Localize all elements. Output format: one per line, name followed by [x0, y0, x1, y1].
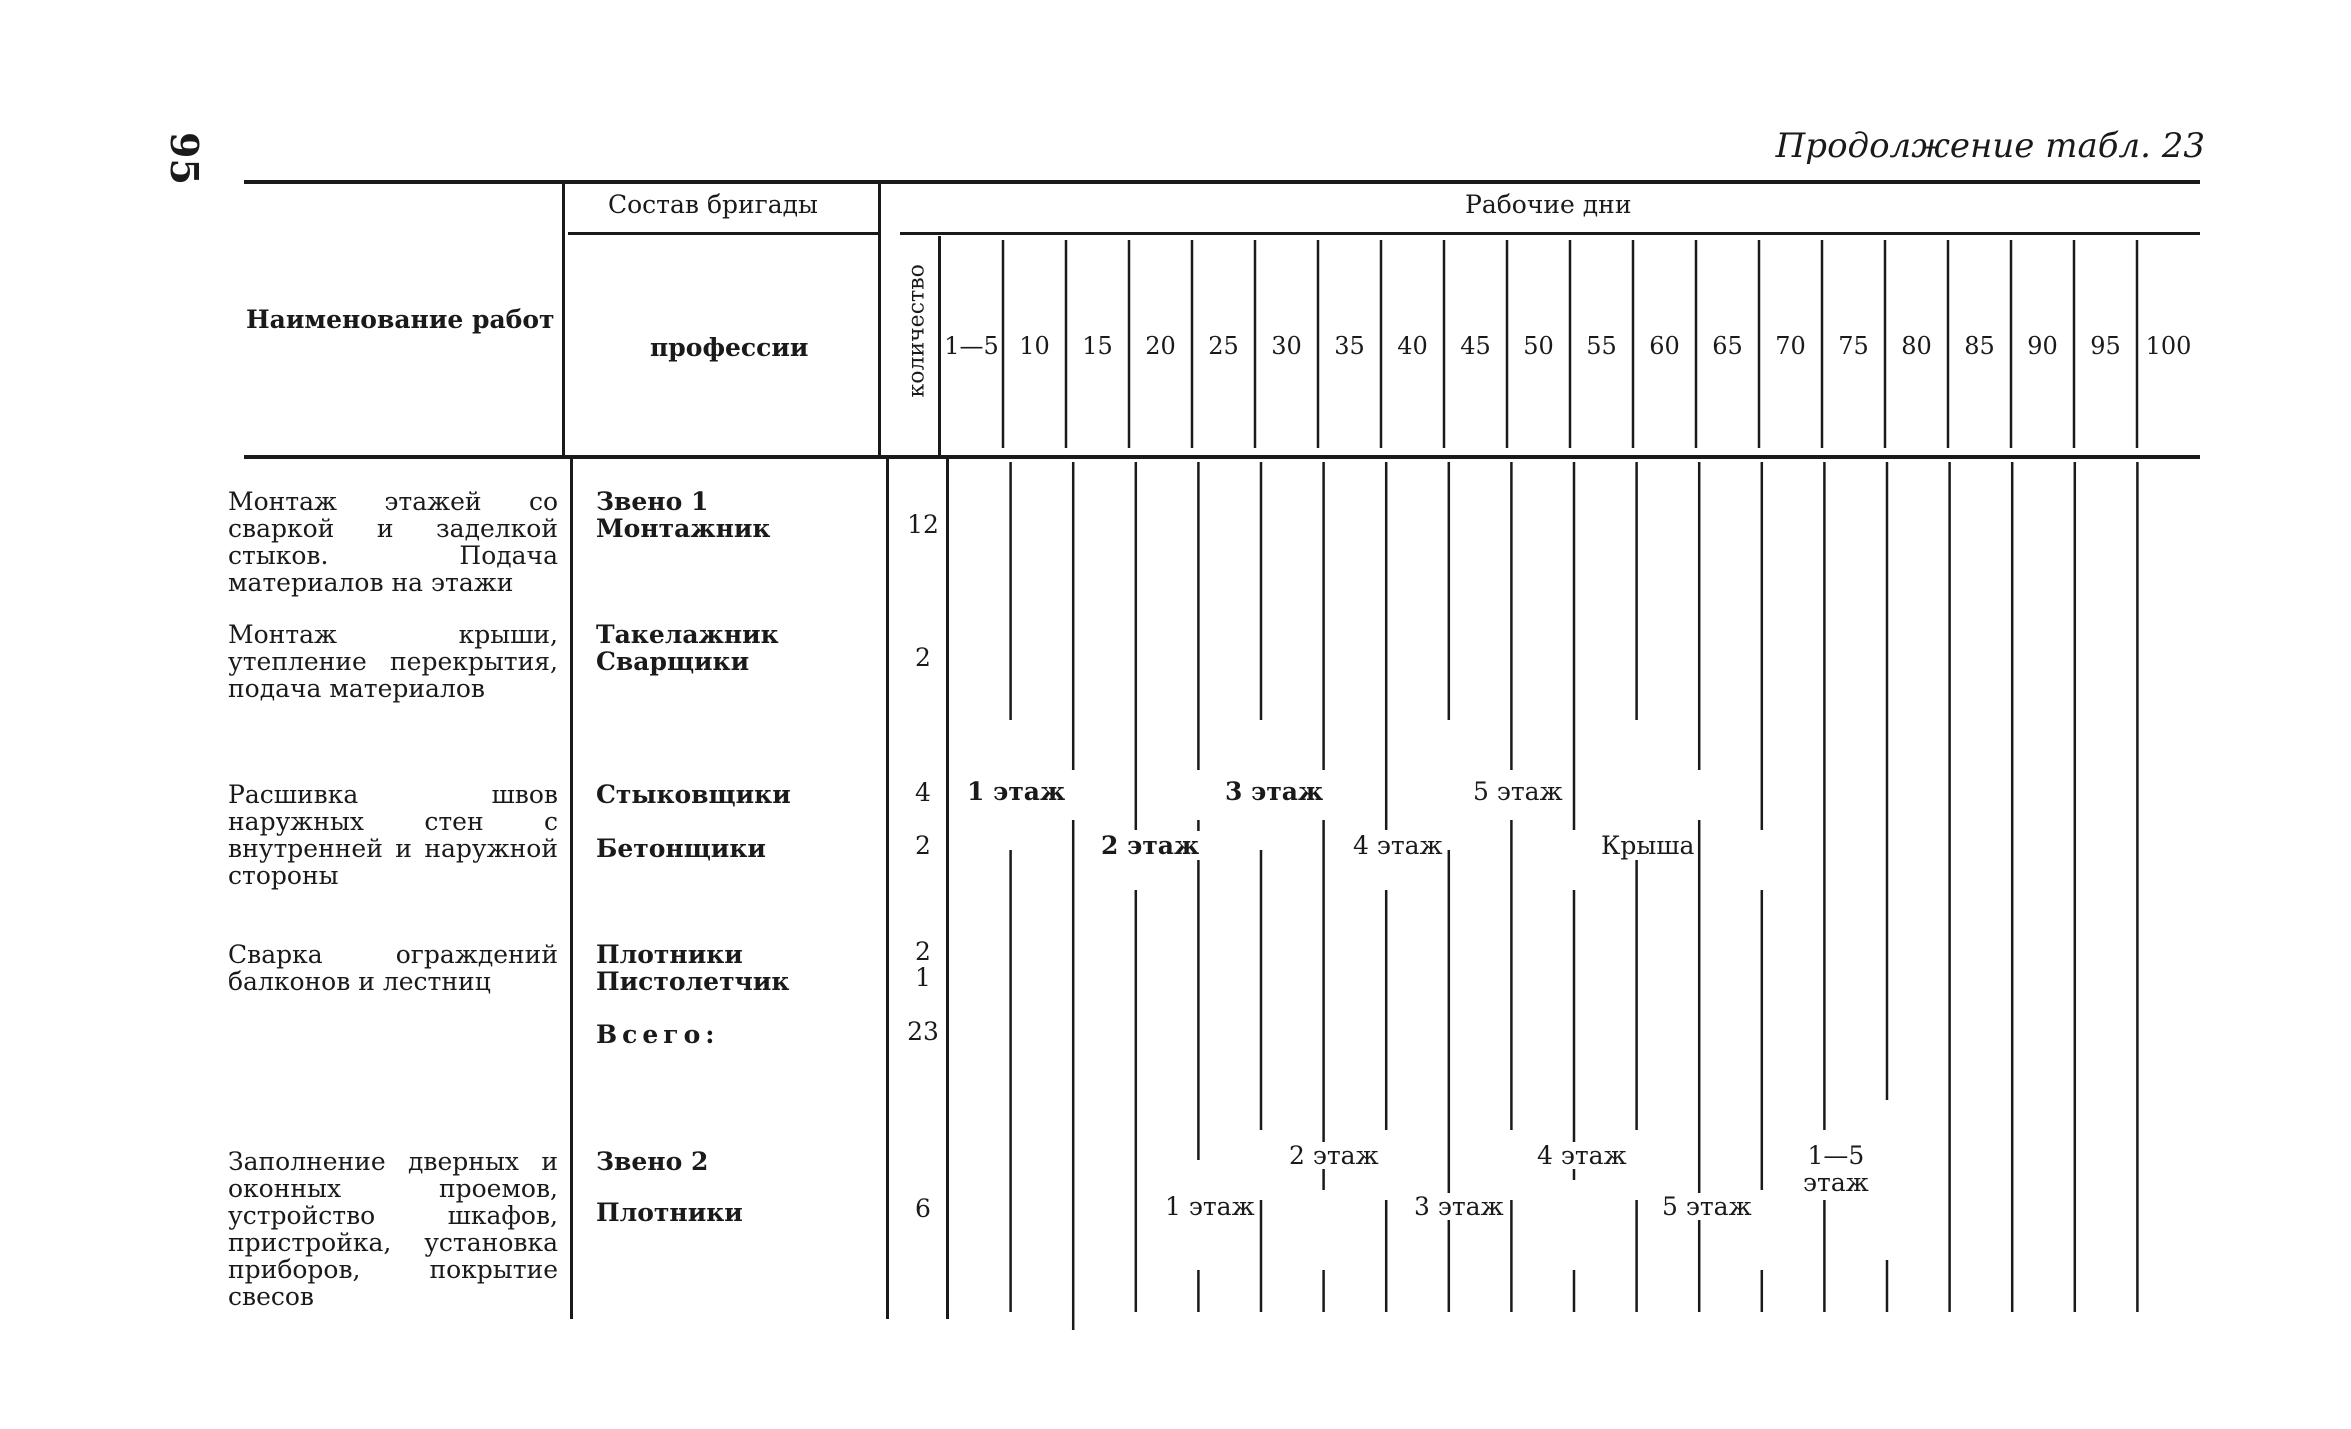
page-number: 95 — [161, 132, 207, 185]
day-label: 15 — [1082, 332, 1113, 360]
qty-total: 23 — [907, 1017, 939, 1046]
day-label: 20 — [1145, 332, 1176, 360]
day-label: 50 — [1523, 332, 1554, 360]
header-professions: профессии — [650, 333, 809, 362]
day-label: 40 — [1397, 332, 1428, 360]
bar-link1-floor1: 1 этаж — [964, 777, 1068, 806]
qty-jointers: 4 — [915, 778, 931, 807]
crew-assemblers: Монтажник — [596, 514, 771, 543]
qty-carpenters-2: 6 — [915, 1194, 931, 1223]
work-item-joints: Расшивка швов наружных стен с внутренней и наружной стороны — [228, 780, 558, 890]
work-item-filling: Заполнение дверных и оконных проемов, устройство шкафов, пристройка, установка приборов, покрытие свесов — [228, 1147, 558, 1311]
day-label: 95 — [2090, 332, 2121, 360]
day-label: 45 — [1460, 332, 1491, 360]
crew-welders: Сварщики — [596, 647, 750, 676]
crew-riggers: Такелажник — [596, 620, 779, 649]
bar-link2-all-floors — [1800, 1142, 1872, 1196]
work-item-assembly: Монтаж этажей со сваркой и заделкой стыков. Подача материалов на этажи — [228, 487, 558, 597]
day-label: 75 — [1838, 332, 1869, 360]
qty-assemblers: 12 — [907, 510, 939, 539]
bar-link1-floor5: 5 этаж — [1470, 777, 1566, 806]
bar-link2-all-floors-line2: этаж — [1803, 1168, 1869, 1197]
qty-welders: 2 — [915, 643, 931, 672]
crew-concreters: Бетонщики — [596, 834, 766, 863]
bar-link2-floor2: 2 этаж — [1286, 1142, 1382, 1169]
bar-link1-roof: Крыша — [1598, 831, 1697, 860]
crew-carpenters-1: Плотники — [596, 940, 743, 969]
qty-gunners: 1 — [915, 963, 931, 992]
day-label: 70 — [1775, 332, 1806, 360]
day-label: 80 — [1901, 332, 1932, 360]
work-item-roof: Монтаж крыши, утепление перекрытия, подача материалов — [228, 620, 558, 703]
header-work-name: Наименование работ — [246, 305, 555, 334]
day-label: 35 — [1334, 332, 1365, 360]
bar-link1-floor3: 3 этаж — [1222, 777, 1326, 806]
header-crew-composition: Состав бригады — [608, 190, 818, 219]
bar-link1-floor4: 4 этаж — [1350, 831, 1446, 860]
crew-gunners: Пистолетчик — [596, 967, 790, 996]
crew-link-1: Звено 1 — [596, 487, 709, 516]
day-label: 10 — [1019, 332, 1050, 360]
day-label: 25 — [1208, 332, 1239, 360]
quantity-label: количество — [904, 264, 930, 398]
day-label: 90 — [2027, 332, 2058, 360]
day-label: 1—5 — [944, 332, 999, 360]
bar-link2-floor1: 1 этаж — [1162, 1193, 1258, 1220]
crew-total: Всего: — [596, 1020, 720, 1049]
day-label: 30 — [1271, 332, 1302, 360]
bar-link2-floor4: 4 этаж — [1534, 1142, 1630, 1169]
bar-link2-all-floors-line1: 1—5 — [1807, 1141, 1865, 1170]
bar-link2-floor5: 5 этаж — [1659, 1193, 1755, 1220]
day-label: 55 — [1586, 332, 1617, 360]
day-label: 65 — [1712, 332, 1743, 360]
table-caption: Продолжение табл. 23 — [1775, 126, 2205, 166]
day-label: 60 — [1649, 332, 1680, 360]
crew-carpenters-2: Плотники — [596, 1198, 743, 1227]
day-label: 100 — [2145, 332, 2192, 360]
header-working-days: Рабочие дни — [1465, 190, 1632, 219]
qty-concreters: 2 — [915, 831, 931, 860]
work-item-welding: Сварка ограждений балконов и лестниц — [228, 940, 558, 996]
bar-link2-floor3: 3 этаж — [1411, 1193, 1507, 1220]
crew-jointers: Стыковщики — [596, 780, 791, 809]
bar-link1-floor2: 2 этаж — [1098, 831, 1202, 860]
qty-carpenters-1: 2 — [915, 937, 931, 966]
day-label: 85 — [1964, 332, 1995, 360]
crew-link-2: Звено 2 — [596, 1147, 709, 1176]
